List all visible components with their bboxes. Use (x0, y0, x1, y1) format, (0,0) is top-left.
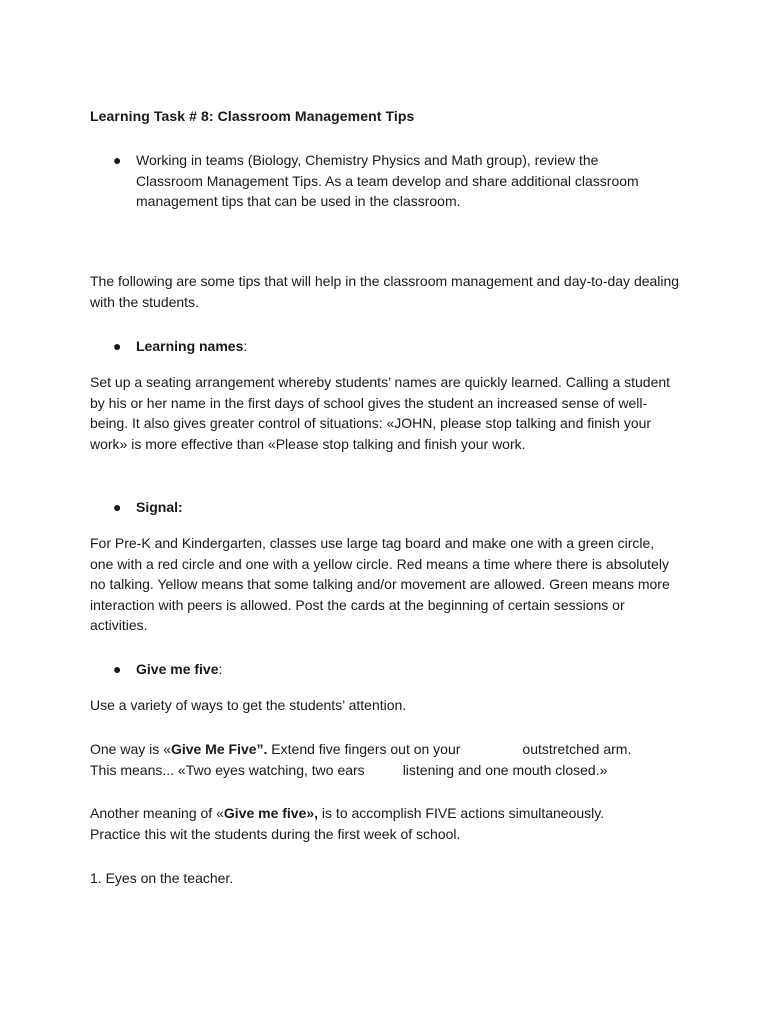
give-me-five-colon: : (218, 661, 223, 677)
give-me-five-heading-item (113, 659, 673, 680)
bullet-icon: ● (113, 152, 122, 168)
task-bullet-text: Working in teams (Biology, Chemistry Physics and Math group), review the Classroom Management Tips. As a team develop and share additional classroom management tips that can be used in the classroom. (136, 152, 639, 209)
page-title: Learning Task # 8: Classroom Management Tips (90, 108, 415, 124)
signal-heading: Signal: (136, 499, 183, 515)
learning-names-paragraph: Set up a seating arrangement whereby students’ names are quickly learned. Calling a student by his or her name in the first days of school gives the student an increased sense of well-being. It also gives greater control of situations: «JOHN, please stop talking and finish your work» is more effective than «Please stop talking and finish your work. (90, 374, 671, 452)
intro-paragraph: The following are some tips that will help in the classroom management and day-to-day dealing with the students. (90, 273, 680, 310)
give-me-five-bold-2: Give me five», (223, 805, 319, 821)
signal-heading-item (113, 497, 673, 518)
learning-names-colon: : (243, 338, 248, 354)
one-way-paragraph (90, 739, 680, 780)
learning-names-heading-item (113, 336, 673, 357)
bullet-icon: ● (113, 338, 122, 354)
attention-paragraph: Use a variety of ways to get the students’ attention. (90, 697, 407, 713)
give-me-five-bold: Give Me Five”. (170, 741, 268, 757)
one-way-line-1: One way is «Give Me Five”. Extend five fingers out on your outstretched arm. (90, 741, 632, 757)
one-way-line-2: This means... «Two eyes watching, two ears listening and one mouth closed.» (90, 761, 608, 778)
learning-names-heading: Learning names (136, 338, 244, 354)
practice-line: Practice this wit the students during the first week of school. (90, 825, 461, 842)
step-1-item: 1. Eyes on the teacher. (90, 870, 234, 886)
bullet-icon: ● (113, 661, 122, 677)
task-bullet-item (113, 150, 673, 212)
another-meaning-paragraph: Another meaning of «Give me five», is to accomplish FIVE actions simultaneously. Practice this wit the students during the first week of school. (90, 805, 605, 842)
bullet-icon: ● (113, 499, 122, 515)
signal-paragraph: For Pre-K and Kindergarten, classes use large tag board and make one with a green circle, one with a red circle and one with a yellow circle. Red means a time where there is absolutely no talking. Yellow means that some talking and/or movement are allowed. Green means more interaction with peers is allowed. Post the cards at the beginning of certain sessions or activities. (90, 535, 670, 633)
give-me-five-heading: Give me five (136, 661, 219, 677)
